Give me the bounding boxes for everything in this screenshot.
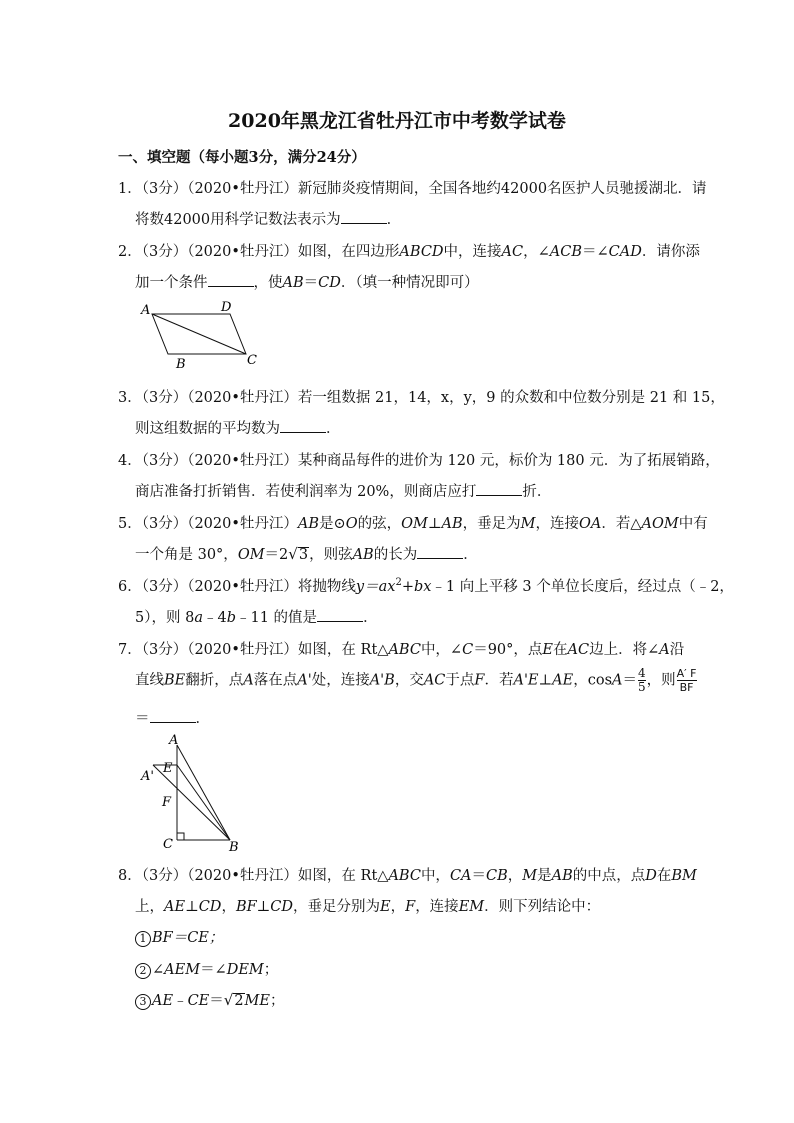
question-text: ⊥ xyxy=(185,899,199,915)
section-heading: 一、填空题（每小题3分，满分24分） xyxy=(118,149,366,166)
vertex-label-b: B xyxy=(229,840,239,855)
sqrt-value: 2 xyxy=(234,993,244,1009)
fraction-denominator: 5 xyxy=(638,680,646,694)
math-symbol: AB xyxy=(297,516,320,532)
question-source: （3分）（2020•牡丹江） xyxy=(141,390,298,406)
math-symbol: O xyxy=(345,516,358,532)
fraction-cos xyxy=(638,667,646,694)
math-symbol: AC xyxy=(567,642,590,658)
math-symbol: y＝ax xyxy=(355,579,396,595)
answer-blank[interactable] xyxy=(280,420,326,433)
question-1-line-1 xyxy=(118,177,707,198)
answer-blank[interactable] xyxy=(208,274,254,287)
question-text: ＝ xyxy=(135,711,150,727)
question-number: 2． xyxy=(118,244,142,260)
question-text: 边上．将∠ xyxy=(589,642,660,658)
question-text: ﹣4 xyxy=(202,610,227,626)
math-symbol: AB xyxy=(441,516,463,532)
question-text: 中有 xyxy=(678,516,708,532)
vertex-label-c: C xyxy=(163,837,173,852)
math-symbol: F xyxy=(405,899,416,915)
question-text: ．请你添 xyxy=(641,244,700,260)
circled-number: 1 xyxy=(135,931,151,947)
question-text: ＝∠ xyxy=(582,244,609,260)
math-symbol: M xyxy=(520,516,536,532)
question-text: 落在点 xyxy=(253,672,298,689)
math-symbol: AB xyxy=(282,275,304,291)
answer-blank[interactable] xyxy=(341,211,387,224)
question-5-line-2 xyxy=(135,543,478,564)
vertex-label-f: F xyxy=(162,795,172,810)
question-text: ﹣ xyxy=(173,993,188,1009)
right-angle-mark xyxy=(177,833,184,840)
math-symbol: D xyxy=(645,868,657,884)
question-7-line-2 xyxy=(135,667,698,694)
question-text: 则这组数据的平均数为 xyxy=(135,421,280,437)
question-text: 是⊙ xyxy=(319,516,346,532)
conclusion-3 xyxy=(135,989,284,1010)
sqrt-value: 3 xyxy=(298,547,309,563)
question-text: 在 xyxy=(553,642,568,658)
question-number: 7． xyxy=(118,642,142,658)
question-text: ，垂足为 xyxy=(462,516,521,532)
vertex-label-a-prime: A' xyxy=(141,769,154,784)
math-symbol: DEM xyxy=(226,962,264,978)
vertex-label-b: B xyxy=(176,357,186,372)
question-text: ，∠ xyxy=(523,244,550,260)
question-text: 直线 xyxy=(135,672,164,689)
triangle-fold-figure xyxy=(135,730,245,855)
question-text: ＝ xyxy=(622,672,637,689)
question-2-line-2 xyxy=(135,271,479,292)
question-text: ⊥ xyxy=(538,672,553,689)
math-symbol: BM xyxy=(671,868,697,884)
question-source: （3分）（2020•牡丹江） xyxy=(141,579,298,595)
question-6-line-1 xyxy=(118,575,734,596)
question-number: 5． xyxy=(118,516,142,532)
sqrt-sign: √ xyxy=(223,991,234,1009)
math-symbol: BE xyxy=(164,672,186,689)
question-text: 中，连接 xyxy=(443,244,502,260)
exponent: 2 xyxy=(395,577,402,589)
math-symbol: ABCD xyxy=(399,244,444,260)
question-text: 的长为 xyxy=(373,547,418,563)
answer-blank[interactable] xyxy=(317,609,363,622)
math-symbol: AEM xyxy=(164,962,201,978)
question-1-line-2 xyxy=(135,208,401,229)
question-text: ，则 xyxy=(646,672,676,689)
vertex-label-a: A xyxy=(169,733,179,748)
math-symbol: CA xyxy=(449,868,472,884)
question-text: ＝ xyxy=(209,993,224,1009)
page-title: 2020年黑龙江省牡丹江市中考数学试卷 xyxy=(228,110,566,132)
conclusion-1 xyxy=(135,926,223,947)
question-text: 某种商品每件的进价为 120 元，标价为 180 元．为了拓展销路， xyxy=(297,453,720,469)
question-text: ﹣1 向上平移 3 个单位长度后，经过点（﹣2， xyxy=(431,579,734,595)
vertex-label-c: C xyxy=(247,353,257,368)
math-symbol: AOM xyxy=(641,516,679,532)
math-symbol: CE xyxy=(187,993,210,1009)
question-text: 在 xyxy=(656,868,672,884)
math-symbol: CD xyxy=(270,899,294,915)
question-text: ，连接 xyxy=(535,516,579,532)
math-symbol: b xyxy=(226,610,236,626)
question-text: 是 xyxy=(537,868,552,884)
math-symbol: A xyxy=(659,642,670,658)
question-3-line-2 xyxy=(135,417,341,438)
question-text: ＝ xyxy=(471,868,487,884)
math-symbol: ACB xyxy=(549,244,583,260)
question-number: 1． xyxy=(118,181,142,197)
question-number: 4． xyxy=(118,453,142,469)
math-symbol: ABC xyxy=(388,642,421,658)
question-text: ＝90°，点 xyxy=(473,642,543,658)
question-2-line-1 xyxy=(118,240,700,261)
question-text: 5），则 8 xyxy=(135,610,195,626)
math-symbol: AE xyxy=(152,993,174,1009)
math-symbol: CB xyxy=(486,868,508,884)
math-symbol: AC xyxy=(501,244,524,260)
question-number: 8． xyxy=(118,868,142,884)
answer-blank[interactable] xyxy=(150,710,196,723)
question-text: ＝ xyxy=(303,275,319,291)
question-6-line-2 xyxy=(135,606,378,627)
question-text: ． xyxy=(463,547,478,563)
question-7-line-3 xyxy=(135,707,210,728)
question-text: 新冠肺炎疫情期间，全国各地约42000名医护人员驰援湖北．请 xyxy=(297,181,707,197)
question-text: ．若 xyxy=(484,672,514,689)
conclusion-text: BF＝CE； xyxy=(152,930,224,946)
question-text: ．（填一种情况即可） xyxy=(340,275,479,291)
question-text: 如图，在 Rt△ xyxy=(297,642,389,658)
question-text: ． xyxy=(195,711,210,727)
math-symbol: A' xyxy=(297,672,312,689)
question-8-line-1 xyxy=(118,864,697,885)
question-text: ． xyxy=(386,212,402,228)
question-7-line-1 xyxy=(118,638,684,659)
question-number: 3． xyxy=(118,390,142,406)
question-text: 如图，在四边形 xyxy=(297,244,400,260)
question-source: （3分）（2020•牡丹江） xyxy=(141,868,298,884)
math-symbol: a xyxy=(194,610,203,626)
question-text: ．若△ xyxy=(601,516,642,532)
question-text: 的弦， xyxy=(357,516,402,532)
question-text: 折． xyxy=(522,484,552,500)
circled-number: 2 xyxy=(135,963,151,979)
math-symbol: OA xyxy=(578,516,602,532)
question-5-line-1 xyxy=(118,512,708,533)
question-text: ，垂足分别为 xyxy=(293,899,381,915)
question-source: （3分）（2020•牡丹江） xyxy=(141,244,298,260)
side-ab xyxy=(177,745,230,840)
question-text: ， xyxy=(390,899,406,915)
conclusion-2 xyxy=(135,958,278,979)
question-text: ，使 xyxy=(253,275,283,291)
math-symbol: OM xyxy=(401,516,428,532)
question-text: ∠ xyxy=(152,962,165,978)
question-text: ； xyxy=(269,993,285,1009)
question-4-line-2 xyxy=(135,480,551,501)
sqrt-sign: √ xyxy=(288,545,298,563)
question-8-line-2 xyxy=(135,895,600,916)
question-text: 的中点，点 xyxy=(572,868,646,884)
question-text: 加一个条件 xyxy=(135,275,208,291)
math-symbol: F xyxy=(474,672,485,689)
question-text: ，则弦 xyxy=(309,547,353,563)
question-text: 于点 xyxy=(445,672,475,689)
math-symbol: AE xyxy=(164,899,186,915)
question-text: ⊥ xyxy=(427,516,442,532)
question-text: 中，∠ xyxy=(420,642,463,658)
math-symbol: E xyxy=(380,899,391,915)
question-text: ； xyxy=(263,962,279,978)
math-symbol: A'B xyxy=(369,672,395,689)
question-text: ＝2 xyxy=(264,547,289,563)
fraction-denominator: BF xyxy=(677,680,697,694)
question-number: 6． xyxy=(118,579,142,595)
math-symbol: +bx xyxy=(401,579,432,595)
math-symbol: AB xyxy=(352,547,374,563)
math-symbol: OM xyxy=(237,547,265,563)
question-text: ． xyxy=(363,610,378,626)
question-text: 上， xyxy=(135,899,164,915)
math-symbol: A xyxy=(612,672,623,689)
question-text: ． xyxy=(326,421,341,437)
question-source: （3分）（2020•牡丹江） xyxy=(141,181,298,197)
question-text: ﹣11 的值是 xyxy=(236,610,318,626)
vertex-label-a: A xyxy=(141,303,151,318)
math-symbol: E xyxy=(542,642,553,658)
question-text: ，cos xyxy=(573,672,613,689)
vertex-label-d: D xyxy=(221,300,232,315)
question-text: 商店准备打折销售．若使利润率为 20%，则商店应打 xyxy=(135,484,477,500)
math-symbol: BF xyxy=(235,899,257,915)
question-text: 将抛物线 xyxy=(297,579,356,595)
question-source: （3分）（2020•牡丹江） xyxy=(141,453,298,469)
math-symbol: C xyxy=(462,642,474,658)
math-symbol: EM xyxy=(458,899,485,915)
question-text: ，连接 xyxy=(415,899,459,915)
math-symbol: CAD xyxy=(608,244,642,260)
question-text: ＝∠ xyxy=(200,962,227,978)
math-symbol: AE xyxy=(552,672,574,689)
math-symbol: A xyxy=(243,672,254,689)
question-text: ， xyxy=(221,899,236,915)
segment-eb xyxy=(177,765,230,840)
answer-blank[interactable] xyxy=(417,546,463,559)
fraction-ratio xyxy=(677,667,697,694)
vertex-label-e: E xyxy=(163,761,173,776)
math-symbol: CD xyxy=(198,899,222,915)
question-text: ⊥ xyxy=(256,899,271,915)
circled-number: 3 xyxy=(135,994,151,1010)
math-symbol: A'E xyxy=(513,672,539,689)
question-text: 若一组数据 21，14，x，y，9 的众数和中位数分别是 21 和 15， xyxy=(297,390,725,406)
math-symbol: AB xyxy=(551,868,573,884)
question-text: 如图，在 Rt△ xyxy=(297,868,389,884)
question-text: 处，连接 xyxy=(311,672,370,689)
answer-blank[interactable] xyxy=(476,483,522,496)
math-symbol: ME xyxy=(244,993,270,1009)
question-text: ，交 xyxy=(394,672,424,689)
question-text: ， xyxy=(507,868,523,884)
math-symbol: AC xyxy=(423,672,446,689)
math-symbol: M xyxy=(522,868,538,884)
question-text: 一个角是 30°， xyxy=(135,547,238,563)
question-text: 翻折，点 xyxy=(185,672,244,689)
question-text: 中， xyxy=(420,868,450,884)
math-symbol: CD xyxy=(318,275,341,291)
math-symbol: ABC xyxy=(388,868,421,884)
question-source: （3分）（2020•牡丹江） xyxy=(141,642,298,658)
question-3-line-1 xyxy=(118,386,725,407)
fraction-numerator: A′ F xyxy=(676,667,697,680)
question-text: 沿 xyxy=(669,642,685,658)
quadrilateral-figure xyxy=(135,298,265,373)
question-text: ．则下列结论中： xyxy=(484,899,601,915)
fraction-numerator: 4 xyxy=(638,666,646,680)
question-text: 将数42000用科学记数法表示为 xyxy=(135,212,341,228)
question-source: （3分）（2020•牡丹江） xyxy=(141,516,298,532)
question-4-line-1 xyxy=(118,449,720,470)
